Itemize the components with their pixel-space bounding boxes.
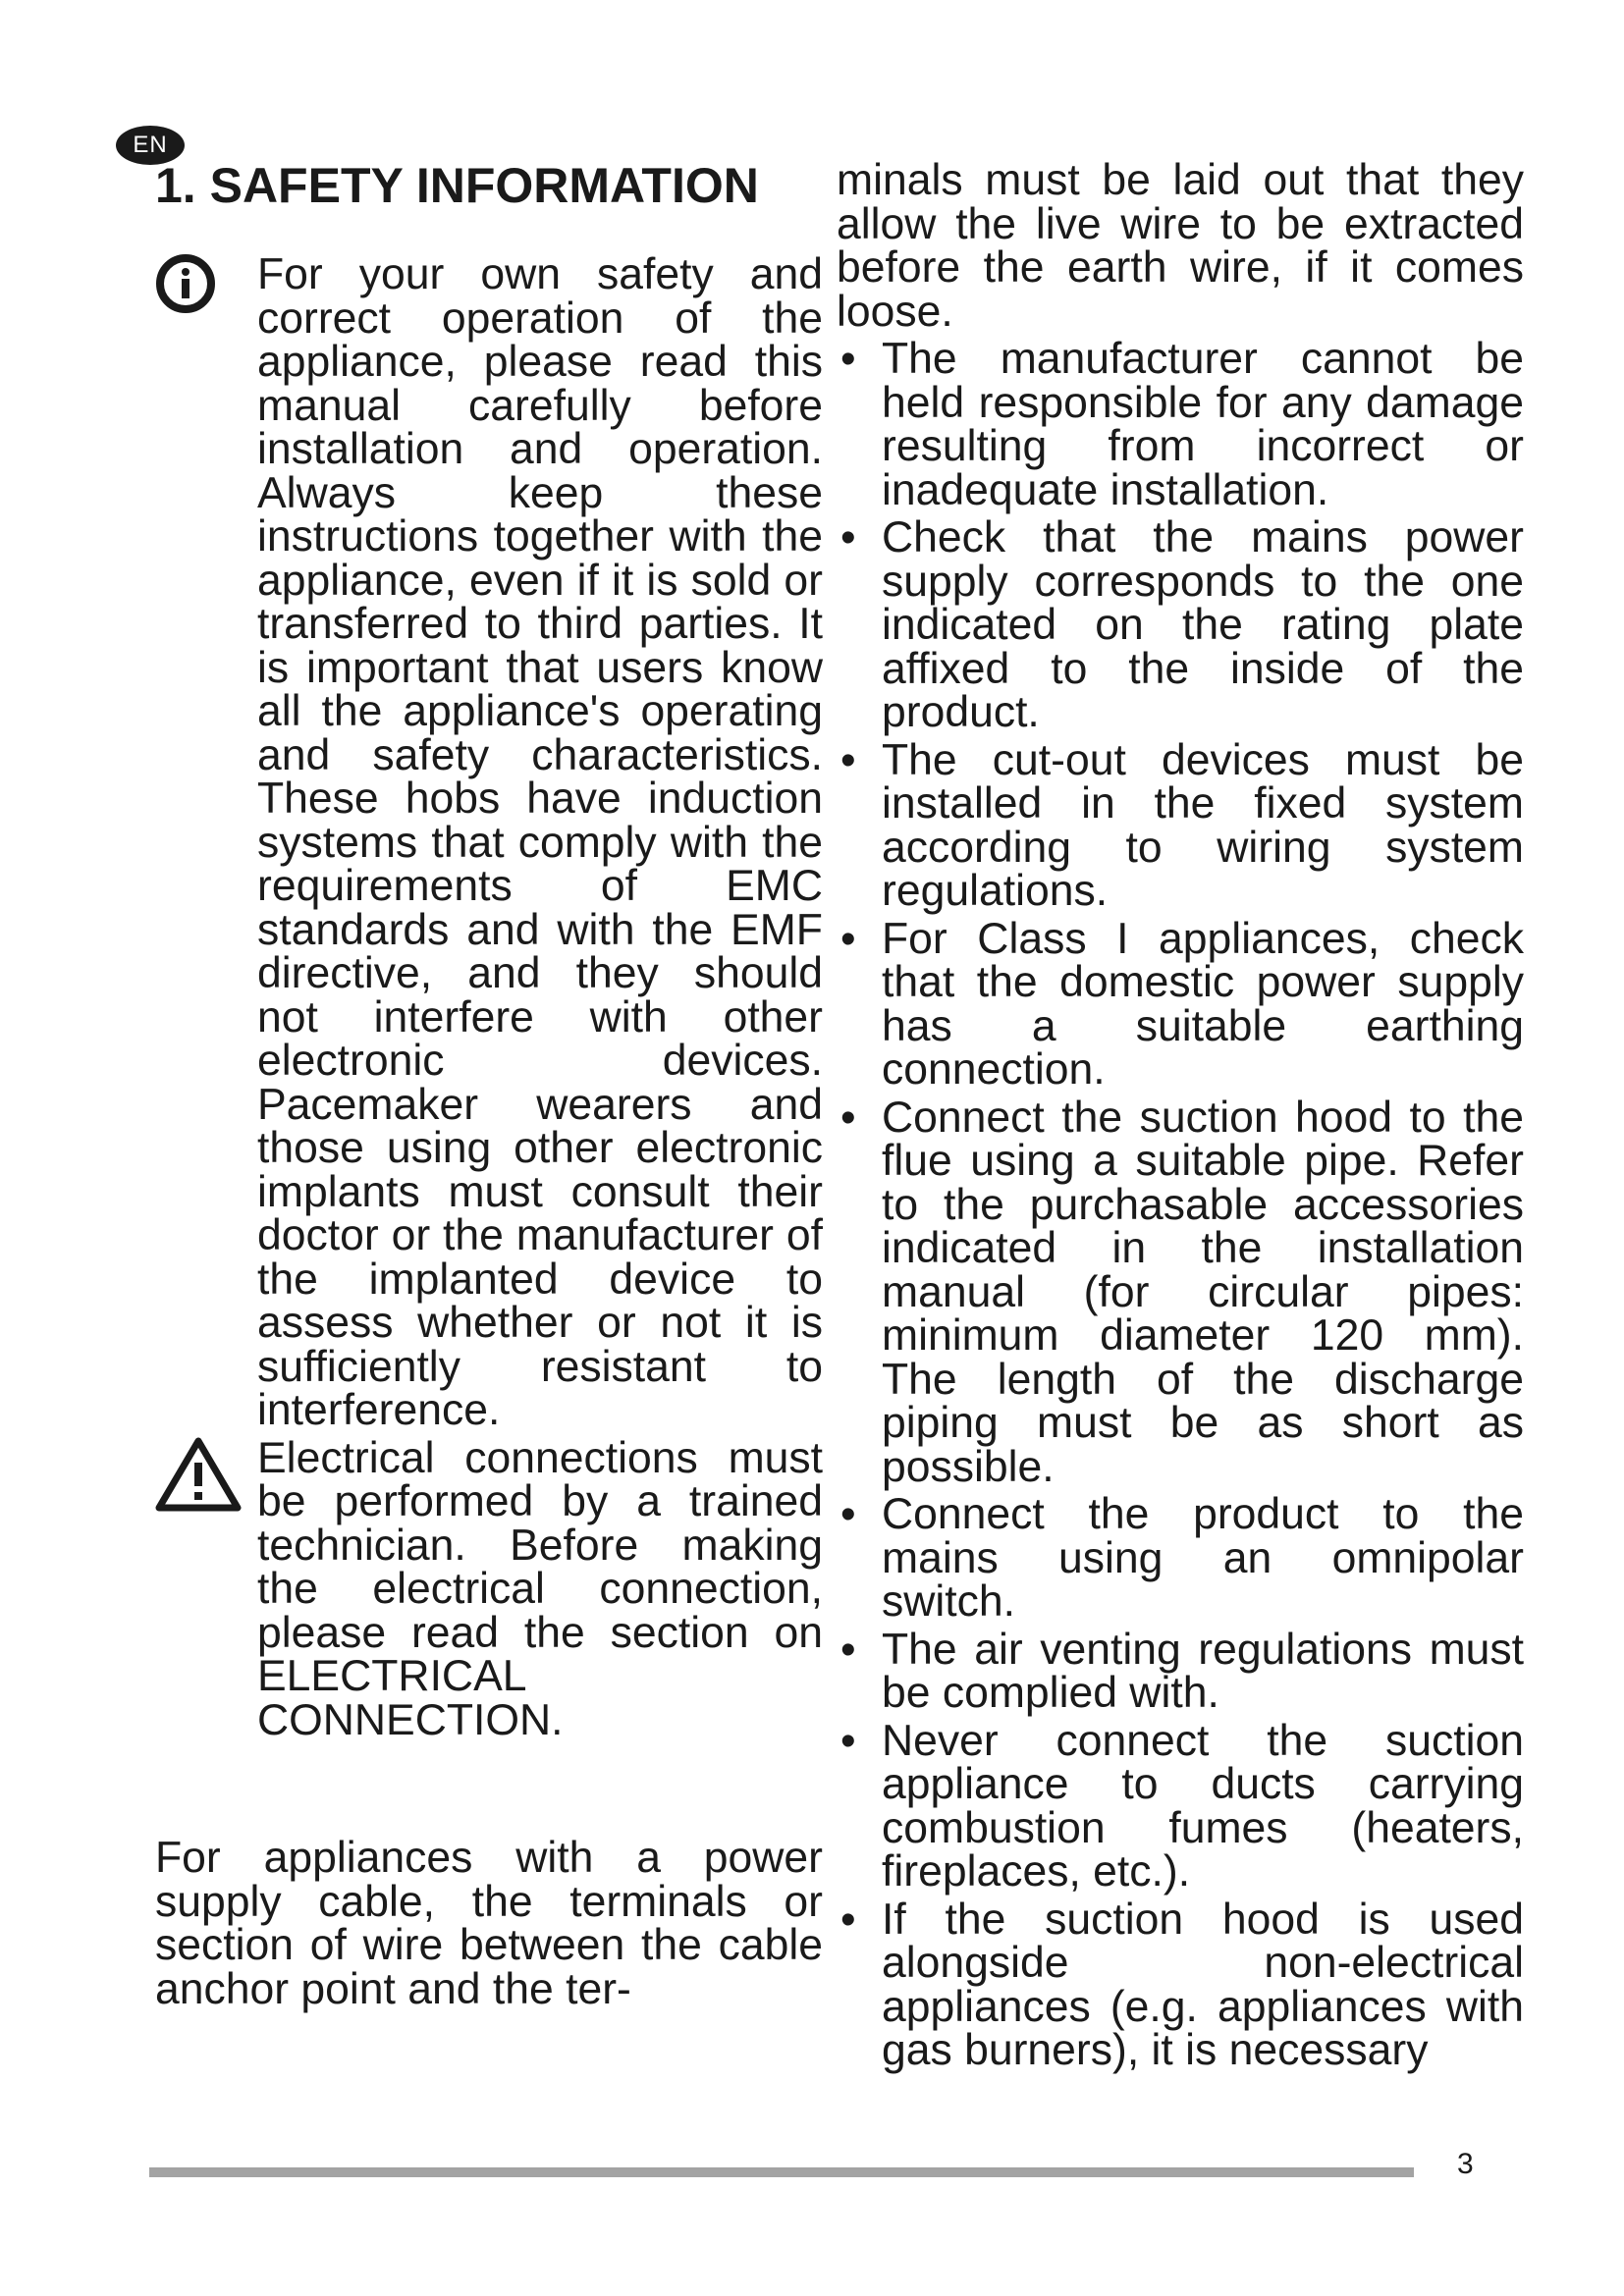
page-number: 3 bbox=[1457, 2148, 1474, 2180]
list-item: • The air venting regulations must be complied with. bbox=[840, 1625, 1524, 1717]
notice-block bbox=[155, 250, 823, 1434]
list-item: • The cut-out devices must be installed in the fixed system according to wiring system regulations. bbox=[840, 735, 1524, 915]
list-item: • Connect the product to the mains using an omnipolar switch. bbox=[840, 1490, 1524, 1626]
section-title: 1. SAFETY INFORMATION bbox=[155, 158, 759, 213]
cable-paragraph bbox=[155, 1834, 823, 2013]
safety-bullet-list bbox=[837, 335, 1524, 2074]
list-item: • Connect the suction hood to the flue using a suitable pipe. Refer to the purchasable accessories indicated in the installation manual (for circular pipes: minimum diameter 120 mm). The length of the discharge piping must be as short as possible. bbox=[840, 1093, 1524, 1491]
list-item: • Check that the mains power supply corresponds to the one indicated on the rating plate affixed to the inside of the product. bbox=[840, 513, 1524, 736]
notice-text: For your own safety and correct operation of the appliance, please read this manual carefully before installation and operation. Always keep these instructions together with the appliance, even if it is sold or transferred to third parties. It is important that users know all the appliance's operating and safety characteristics. These hobs have induction systems that comply with the requirements of EMC standards and with the EMF directive, and they should not interfere with other electronic devices. Pacemaker wearers and those using other electronic implants must consult their doctor or the manufacturer of the implanted device to assess whether or not it is sufficiently resistant to interference. bbox=[257, 250, 823, 1434]
warning-block bbox=[155, 1433, 823, 1744]
cable-text-continued: minals must be laid out that they allow the live wire to be extracted before the earth wire, if it comes loose. bbox=[837, 156, 1524, 336]
list-item: • If the suction hood is used alongside non-electrical appliances (e.g. appliances with gas burners), it is necessary bbox=[840, 1895, 1524, 2074]
warning-text: Electrical connections must be performed by a trained technician. Before making the electrical connection, please read the section on ELECTRICAL CONNECTION. bbox=[257, 1433, 823, 1744]
info-icon bbox=[155, 253, 216, 314]
list-item: • The manufacturer cannot be held responsible for any damage resulting from incorrect or inadequate installation. bbox=[840, 335, 1524, 514]
list-item: • Never connect the suction appliance to ducts carrying combustion fumes (heaters, fireplaces, etc.). bbox=[840, 1716, 1524, 1896]
footer-rule bbox=[149, 2167, 1414, 2177]
left-column bbox=[155, 250, 823, 2013]
list-item: • For Class I appliances, check that the domestic power supply has a suitable earthing connection. bbox=[840, 914, 1524, 1094]
language-badge: EN bbox=[116, 126, 185, 165]
cable-text-start: For appliances with a power supply cable, the terminals or section of wire between the cable anchor point and the ter- bbox=[155, 1834, 823, 2013]
right-column bbox=[837, 156, 1524, 2074]
warning-triangle-icon bbox=[155, 1437, 242, 1512]
